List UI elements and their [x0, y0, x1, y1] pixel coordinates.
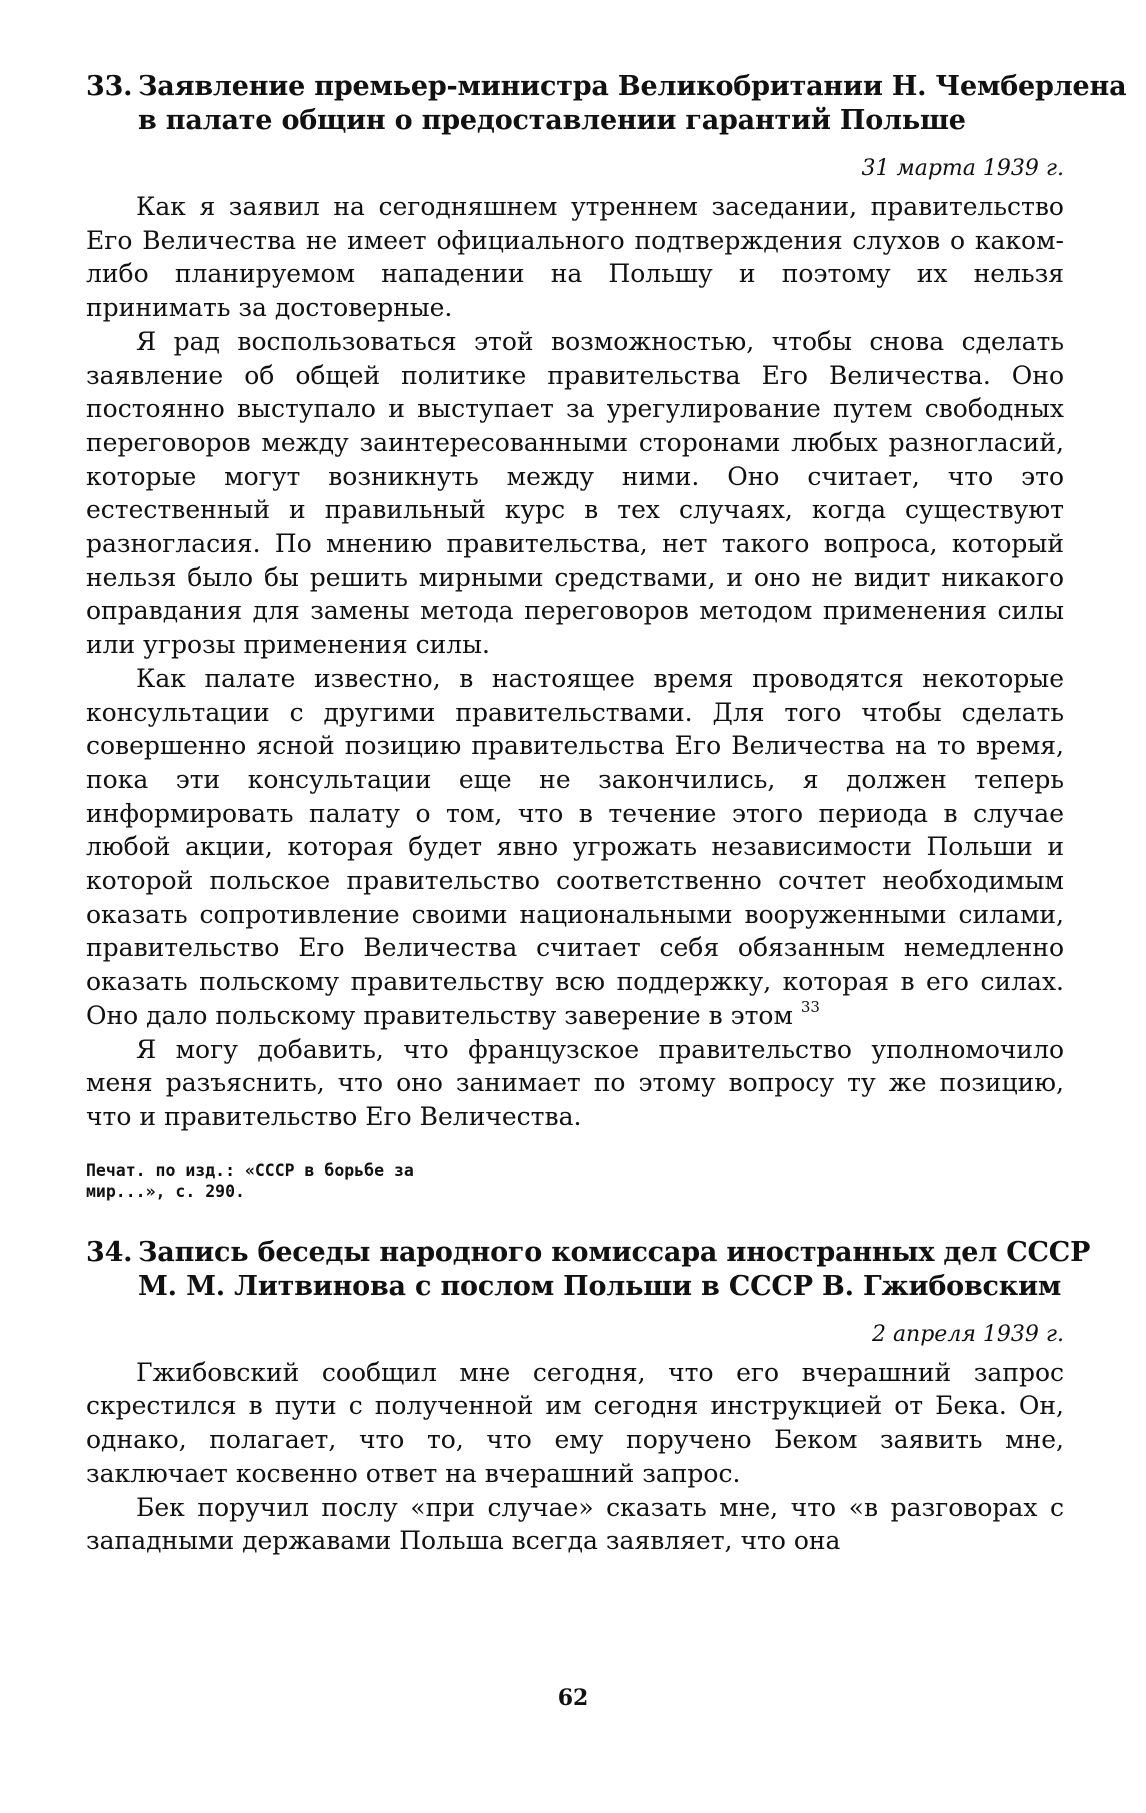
paragraph: Я рад воспользоваться этой возможностью, чтобы снова сделать заявление об общей политике правительства Его Величества. Оно постоянно выступало и выступает за урегулирование путем свободных переговоров между заинтересованными сторонами любых разногласий, которые могут возникнуть между ними. Оно считает, что это естественный и правильный курс в тех случаях, когда существуют разногласия. По мнению правительства, нет такого вопроса, который нельзя было бы решить мирными средствами, и оно не видит никакого оправдания для замены метода переговоров методом применения силы или угрозы применения силы. [86, 326, 1064, 660]
title-line: Запись беседы народного комиссара иностранных дел СССР [138, 1236, 1091, 1268]
title-line: в палате общин о предоставлении гарантий Польше [138, 105, 966, 136]
paragraph: Гжибовский сообщил мне сегодня, что его вчерашний запрос скрестился в пути с полученной им сегодня инструкцией от Бека. Он, однако, полагает, что то, что ему поручено Беком заявить мне, заключает косвенно ответ на вчерашний запрос. [86, 1357, 1064, 1488]
paragraph: Как я заявил на сегодняшнем утреннем заседании, правительство Его Величества не имеет официального подтверждения слухов о каком-либо планируемом нападении на Польшу и поэтому их нельзя принимать за достоверные. [86, 192, 1064, 323]
paragraph: Я могу добавить, что французское правительство уполномочило меня разъяснить, что оно занимает по этому вопросу ту же позицию, что и правительство Его Величества. [86, 1034, 1064, 1131]
document-number: 34. [86, 1236, 133, 1268]
paragraph [86, 662, 1064, 1033]
paragraph: Бек поручил послу «при случае» сказать мне, что «в разговорах с западными державами Польша всегда заявляет, что она [86, 1492, 1064, 1556]
document-title [138, 1236, 1090, 1304]
source-line: мир...», с. 290. [86, 1181, 245, 1201]
document-title [138, 70, 1126, 138]
document-34-header [86, 1236, 1091, 1304]
document-date: 31 марта 1939 г. [861, 156, 1064, 181]
source-citation [86, 1160, 586, 1202]
page-number: 62 [557, 1685, 589, 1711]
document-33-header [86, 70, 1127, 138]
title-line: М. М. Литвинова с послом Польши в СССР В. Гжибовским [138, 1270, 1062, 1302]
document-number: 33. [86, 71, 133, 102]
footnote-reference: 33 [800, 997, 820, 1016]
source-line: Печат. по изд.: «СССР в борьбе за [86, 1160, 414, 1180]
paragraph-text: Как палате известно, в настоящее время проводятся некоторые консультации с другими правительствами. Для того чтобы сделать совершенно ясной позицию правительства Его Величества на то время, пока эти консультации еще не закончились, я должен теперь информировать палату о том, что в течение этого периода в случае любой акции, которая будет явно угрожать независимости Польши и которой польское правительство соответственно сочтет необходимым оказать сопротивление своими национальными вооруженными силами, правительство Его Величества считает себя обязанным немедленно оказать польскому правительству всю поддержку, которая в его силах. Оно дало польскому правительству заверение в этом [86, 663, 1064, 1030]
title-line: Заявление премьер-министра Великобритании Н. Чемберлена [138, 71, 1127, 102]
document-date: 2 апреля 1939 г. [871, 1321, 1064, 1347]
